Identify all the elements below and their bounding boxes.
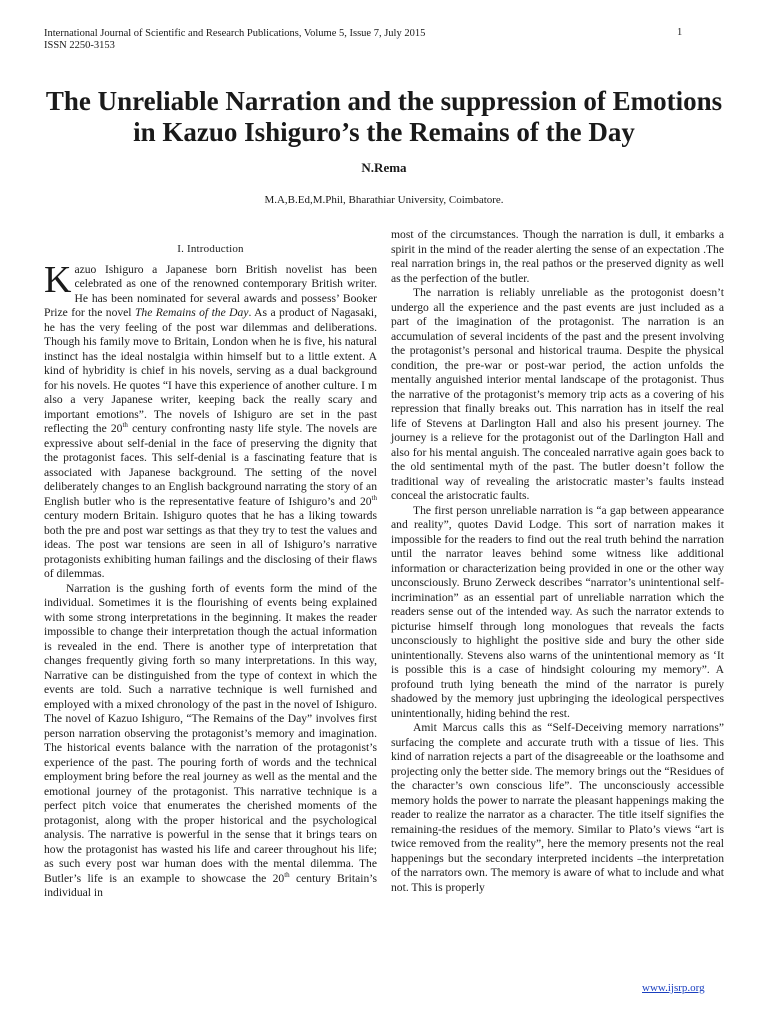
body-paragraph-first-person: The first person unreliable narration is “a gap between appearance and reality”, quotes David Lodge. This sort of narration makes it impossible for the readers to find out the real truth behind the narration until the narrator leaves behind some witness like additional information or characterization being provided in one or the other way unconsciously. Bruno Zerweck describes “narrator’s unintentional self-incrimination” as an essential part of unreliable narration which the readers sense out of the intended way. As such the narrator extends to picturise himself through long monologues that reveals the facts unconsciously to highlight the positive side and bury the other side unintentionally. Stevens also warns of the unintentional memory as ‘It is possible this is a case of hindsight colouring my memory”. A profound truth lying beneath the mind of the narrator is purely shadowed by the memory just upbringing the ideological perspectives unintentionally, hiding behind the rest. [391,503,724,720]
section-heading: I. Introduction [177,243,244,255]
body-paragraph-narration: The narration is reliably unreliable as the protogonist doesn’t undergo all the experience and the past events are just included as a part of the imagination of the protagonist. The narration is an accumulation of several incidents of the past and the present involving the protagonist’s personal and historical trauma. Despite the physical condition, the pre-war or post-war period, the action unfolds the mentally anguished interior mental landscape of the protagonist. Thus the narrative of the protagonist’s memory trip acts as a covering of his repression that finally breaks out. This narration has in itself the real life of Stevens at Darlington Hall and also his present journey. The journey is a relieve for the protagonist out of the Darlington Hall and also for his mental anguish. The concealed narrative again goes back to the old sentimental myth of the past. The butler doesn’t follow the traditional way of revealing the aristocratic master’s faults instead conceal the aristocratic faults. [391,286,724,502]
page-number: 1 [677,27,683,38]
body-paragraph-amit-marcus: Amit Marcus calls this as “Self-Deceiving memory narrations” surfacing the complete and accurate truth with a tissue of lies. This kind of narration rejects a part of the disagreeable or the loathsome and projecting only the better side. The memory brings out the “Residues of the character’s own conscious life”. The unconsciously accessible memory holds the power to narrate the pleasant happenings making the reader to realize the narrator as a character. The title itself signifies the remaining-the residues of the memory. Similar to Plato’s views “art is twice removed from the reality”, here the memory presents not the real happenings but the secondary interpreted incidents –the interpretation of the narrators own. The memory is aware of what to include and what not. This is properly [391,721,724,894]
left-column [44,228,377,901]
paper-title: The Unreliable Narration and the suppression of Emotions in Kazuo Ishiguro’s the Remains of the Day [45,86,723,147]
right-column [391,228,724,895]
issn: ISSN 2250-3153 [44,40,115,51]
journal-header: International Journal of Scientific and Research Publications, Volume 5, Issue 7, July 2015 [44,28,426,39]
intro-paragraph-2: Narration is the gushing forth of events form the mind of the individual. Sometimes it is the flourishing of events being explained with some strong interpretations in the beginning. It makes the reader impossible to change their interpretation though the actual information is revealed in the end. There is another type of interpretation that changes frequently giving forth so many interpretations. In this way, Narrative can be distinguished from the type of context in which the events are told. Such a narrative technique is well furnished and employed with a mixed chronology of the past in the novel of Ishiguro. The novel of Kazuo Ishiguro, “The Remains of the Day” involves first person narration observing the protagonist’s memory and imagination. The historical events balance with the narration of the protagonist’s experience of the past. The pouring forth of words and the technical employment bring before the real journey as well as the mental and the emotional journey of the protagonist. This narrative technique is a perfect pitch voice that enumerates the cherished moments of the protagonist, along with the proper historical and the psychological analysis. The narrative is powerful in the sense that it brings tears on how the protagonist has wasted his life and career throughout his life; as such every post war human does with the mental dilemma. The Butler’s life is an example to showcase the 20th century Britain’s individual in [44,581,377,899]
author-affiliation: M.A,B.Ed,M.Phil, Bharathiar University, Coimbatore. [264,194,504,206]
intro-paragraph-1: Kazuo Ishiguro a Japanese born British novelist has been celebrated as one of the renowned contemporary British writer. He has been nominated for several awards and possess’ Booker Prize for the novel The Remains of the Day. As a product of Nagasaki, he has the very feeling of the post war dilemmas and deliberations. Though his family move to Britain, London when he is five, his natural instinct has the ideal nostalgia within himself but to a little extent. A kind of hybridity is chief in his novels, serving as a dual background for his novels. He quotes “I have this experience of another culture. I m also a very Japanese writer, keeping back the really scary and important emotions”. The novels of Ishiguro are set in the past reflecting the 20th century confronting nasty life style. The novels are expressive about self-denial in the face of preserving the dignity that the protagonist faces. This self-denial is a fascinating feature that is associated with Japanese background. The setting of the novel deliberately changes to an English background narrating the story of an English butler who is the representative feature of Ishiguro’s and 20th century modern Britain. Ishiguro quotes that he has a liking towards both the pre and post war settings as that they try to test the values and ideas. The post war tensions are seen in all of Ishiguro’s narrative protagonists exhibiting human failings and the disclosing of their flaws of dilemmas. [44,258,377,580]
body-paragraph-continued: most of the circumstances. Though the narration is dull, it embarks a spirit in the mind of the reader alerting the sense of an expectation .The real narration brings in, the real pathos or the preserved dignity as well as the perfection of the butler. [391,228,724,285]
drop-cap: K [44,258,72,301]
journal-website-link[interactable]: www.ijsrp.org [642,982,705,994]
author-name: N.Rema [361,160,407,175]
novel-title-italic: The Remains of the Day [134,306,249,319]
